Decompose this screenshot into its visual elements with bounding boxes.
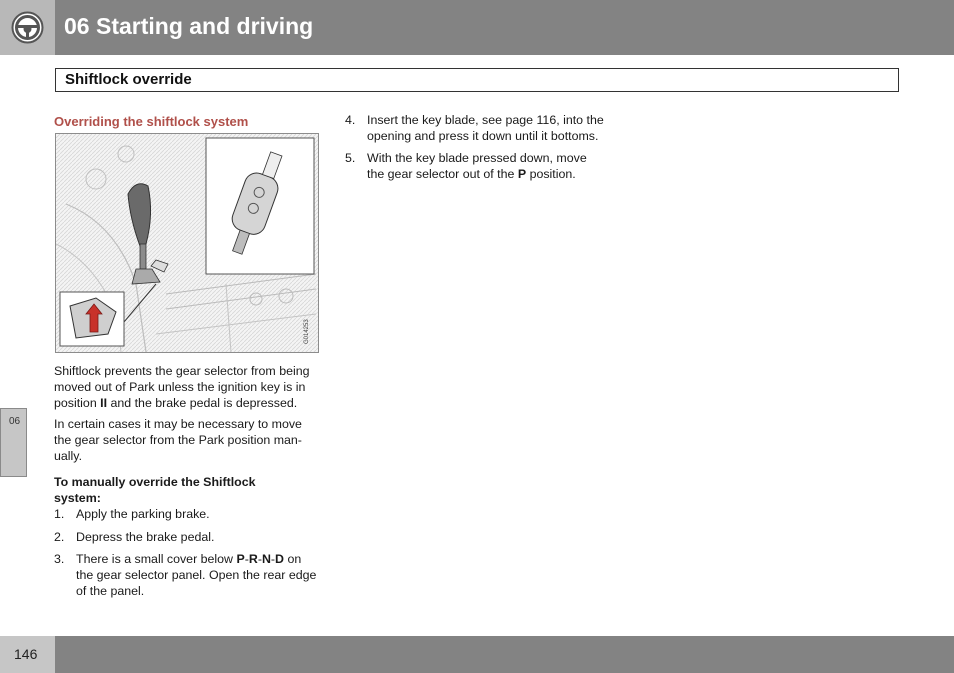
chapter-logo (0, 0, 55, 55)
section-header (55, 68, 899, 92)
chapter-title: 06 Starting and driving (64, 13, 314, 39)
text-span: position (54, 395, 101, 410)
step-text (76, 552, 324, 599)
gear-letter: D (275, 552, 284, 566)
text-span: on (284, 552, 302, 566)
step-number: 4. (345, 113, 356, 127)
text-line: of the panel. (76, 583, 145, 598)
text-line (367, 167, 625, 183)
step-number: 5. (345, 151, 356, 165)
gear-selector-drawing (56, 134, 318, 352)
chapter-tab[interactable] (0, 408, 27, 477)
text-line: ually. (54, 448, 83, 463)
figure-code: G014253 (304, 319, 310, 344)
steering-wheel-icon (10, 10, 45, 45)
section-title: Shiftlock override (65, 71, 192, 88)
gear-letter: R (248, 552, 258, 566)
text-span: - (257, 552, 262, 566)
second-paragraph (54, 417, 322, 464)
step-text (367, 151, 625, 183)
park-position: P (517, 166, 527, 181)
gear-letter: P (236, 552, 245, 566)
text-span: - (270, 552, 276, 566)
shiftlock-illustration (55, 133, 319, 353)
gear-letter: N (261, 552, 271, 566)
text-line: moved out of Park unless the ignition key is in (54, 379, 306, 394)
step-number: 2. (54, 530, 65, 544)
intro-paragraph (54, 364, 322, 411)
ignition-position: II (100, 395, 108, 410)
text-line: Shiftlock prevents the gear selector from being (54, 364, 310, 378)
step-text (367, 113, 625, 145)
text-line: opening and press it down until it bottoms. (367, 128, 599, 143)
text-line: To manually override the Shiftlock (54, 475, 256, 489)
text-line: Insert the key blade, see page 116, into the (367, 113, 604, 127)
text-line: In certain cases it may be necessary to move (54, 417, 302, 431)
footer-bar (55, 636, 954, 673)
step-number: 3. (54, 552, 65, 566)
text-span: and the brake pedal is depressed. (107, 395, 298, 410)
chapter-tab-label: 06 (9, 416, 21, 427)
text-span: the gear selector out of the (367, 166, 518, 181)
text-line: the gear selector panel. Open the rear edge (76, 567, 317, 582)
procedure-heading (54, 475, 314, 507)
step-text: Depress the brake pedal. (76, 530, 215, 544)
text-span: - (244, 552, 249, 566)
text-span: There is a small cover below (76, 552, 237, 566)
page-number: 146 (14, 646, 38, 662)
step-text: Apply the parking brake. (76, 507, 210, 521)
text-line: system: (54, 490, 101, 505)
text-line: the gear selector from the Park position man- (54, 432, 302, 447)
step-number: 1. (54, 507, 65, 521)
text-line (54, 396, 322, 412)
subheading: Overriding the shiftlock system (54, 114, 249, 129)
text-line (76, 552, 324, 568)
text-span: position. (526, 166, 576, 181)
text-line: With the key blade pressed down, move (367, 151, 587, 165)
